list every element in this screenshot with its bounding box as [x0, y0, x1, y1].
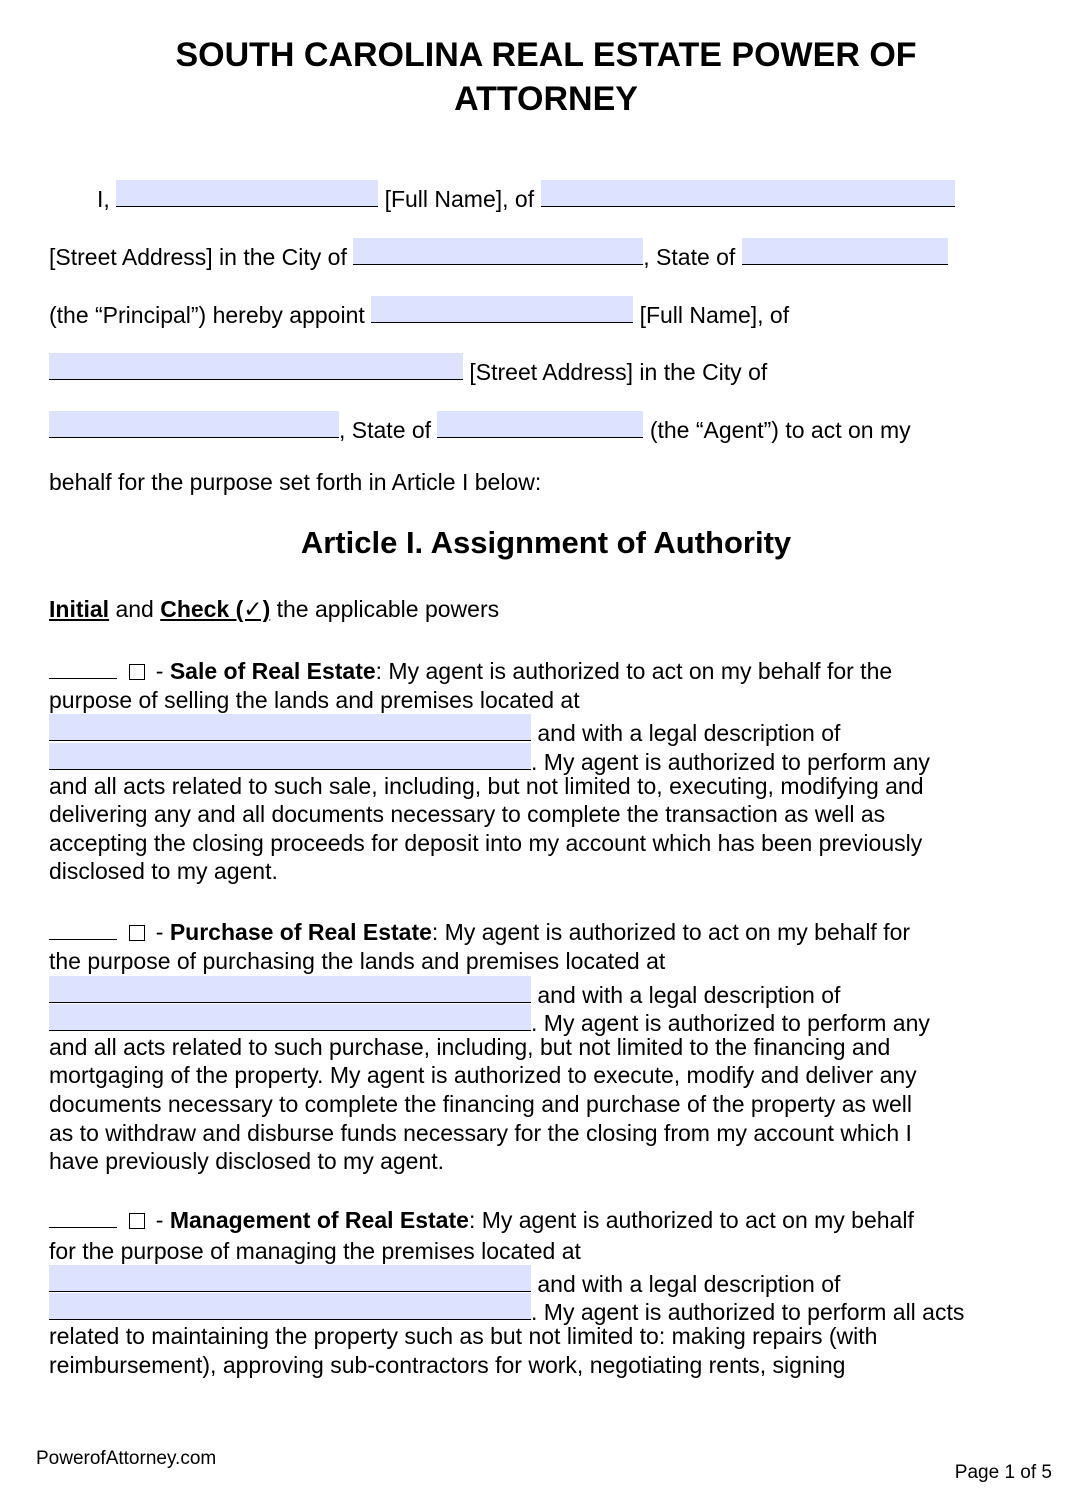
sale-line-7: accepting the closing proceeds for deposit into my account which has been previously: [49, 830, 923, 856]
management-location-field[interactable]: [49, 1265, 531, 1292]
agent-city-field[interactable]: [49, 411, 339, 438]
sale-initial-field[interactable]: [49, 657, 117, 679]
page-number: Page 1 of 5: [954, 1462, 1052, 1483]
principal-label: (the “Principal”) hereby appoint: [49, 302, 365, 328]
i-label: I,: [97, 186, 110, 212]
principal-name-field[interactable]: [116, 180, 378, 207]
sale-checkbox[interactable]: [129, 664, 145, 680]
purchase-legal-description-field[interactable]: [49, 1004, 531, 1031]
principal-state-field[interactable]: [742, 238, 948, 265]
sale-heading: Sale of Real Estate: [169, 658, 376, 684]
management-legal-description-field[interactable]: [49, 1293, 531, 1320]
purchase-line-6: mortgaging of the property. My agent is authorized to execute, modify and deliver any: [49, 1062, 917, 1088]
management-heading: Management of Real Estate: [169, 1207, 469, 1233]
principal-street-field[interactable]: [541, 180, 955, 207]
intro-line-4: [49, 353, 767, 386]
purchase-line-5: and all acts related to such purchase, including, but not limited to the financing and: [49, 1034, 891, 1060]
instruction-rest: the applicable powers: [270, 596, 500, 622]
full-name-label: [Full Name], of: [639, 302, 790, 328]
full-name-label: [Full Name], of: [384, 186, 535, 212]
intro-line-5: [49, 411, 911, 444]
management-checkbox[interactable]: [129, 1213, 145, 1229]
legal-description-label: and with a legal description of: [531, 720, 841, 746]
perform-label: . My agent is authorized to perform all acts: [531, 1299, 965, 1325]
sale-line-2: purpose of selling the lands and premises located at: [49, 687, 580, 713]
principal-city-field[interactable]: [353, 238, 643, 265]
sale-legal-description-field[interactable]: [49, 743, 531, 770]
purchase-line-9: have previously disclosed to my agent.: [49, 1148, 445, 1174]
management-initial-field[interactable]: [49, 1206, 117, 1228]
sale-heading-line: [49, 657, 892, 685]
intro-line-6: behalf for the purpose set forth in Article I below:: [49, 469, 542, 495]
purchase-line-2: the purpose of purchasing the lands and premises located at: [49, 948, 666, 974]
sale-line-5: and all acts related to such sale, including, but not limited to, executing, modifying and: [49, 773, 924, 799]
purchase-checkbox[interactable]: [129, 925, 145, 941]
dash: -: [155, 658, 164, 684]
initial-label: Initial: [49, 596, 110, 622]
intro-line-2: [49, 238, 948, 271]
sale-line-8: disclosed to my agent.: [49, 858, 278, 884]
sale-location-field[interactable]: [49, 714, 531, 741]
intro-line-1: [97, 180, 955, 213]
and-label: and: [109, 596, 161, 622]
management-line-5: related to maintaining the property such as but not limited to: making repairs (with: [49, 1323, 878, 1349]
purchase-initial-field[interactable]: [49, 918, 117, 940]
management-text-1: : My agent is authorized to act on my behalf: [468, 1207, 914, 1233]
sale-line-6: delivering any and all documents necessary to complete the transaction as well as: [49, 801, 886, 827]
title-line-2: ATTORNEY: [454, 80, 638, 118]
check-label: Check (✓): [160, 596, 271, 622]
sale-text-1: : My agent is authorized to act on my behalf for the: [375, 658, 893, 684]
state-label: , State of: [339, 417, 432, 443]
dash: -: [155, 919, 164, 945]
purchase-line-7: documents necessary to complete the financing and purchase of the property as well: [49, 1091, 912, 1117]
article-heading: Article I. Assignment of Authority: [300, 525, 792, 560]
purchase-line-8: as to withdraw and disburse funds necessary for the closing from my account which I: [49, 1120, 912, 1146]
management-line-6: reimbursement), approving sub-contractors for work, negotiating rents, signing: [49, 1352, 846, 1378]
legal-description-label: and with a legal description of: [531, 982, 841, 1008]
street-address-label: [Street Address] in the City of: [49, 244, 347, 270]
dash: -: [155, 1207, 164, 1233]
perform-label: . My agent is authorized to perform any: [531, 749, 930, 775]
agent-street-field[interactable]: [49, 353, 463, 380]
footer-site: PowerofAttorney.com: [36, 1448, 217, 1469]
purchase-location-field[interactable]: [49, 976, 531, 1003]
legal-description-label: and with a legal description of: [531, 1271, 841, 1297]
title-line-1: SOUTH CAROLINA REAL ESTATE POWER OF: [175, 36, 917, 74]
purchase-heading-line: [49, 918, 910, 946]
agent-label: (the “Agent”) to act on my: [649, 417, 911, 443]
agent-state-field[interactable]: [437, 411, 643, 438]
management-line-2: for the purpose of managing the premises located at: [49, 1238, 581, 1264]
agent-name-field[interactable]: [371, 296, 633, 323]
purchase-text-1: : My agent is authorized to act on my behalf for: [431, 919, 911, 945]
intro-line-3: [49, 296, 789, 329]
instruction-line: [49, 595, 499, 623]
purchase-heading: Purchase of Real Estate: [169, 919, 432, 945]
state-label: , State of: [643, 244, 736, 270]
perform-label: . My agent is authorized to perform any: [531, 1010, 930, 1036]
management-heading-line: [49, 1206, 914, 1234]
document-title: [0, 33, 1092, 121]
street-address-label: [Street Address] in the City of: [469, 359, 768, 385]
